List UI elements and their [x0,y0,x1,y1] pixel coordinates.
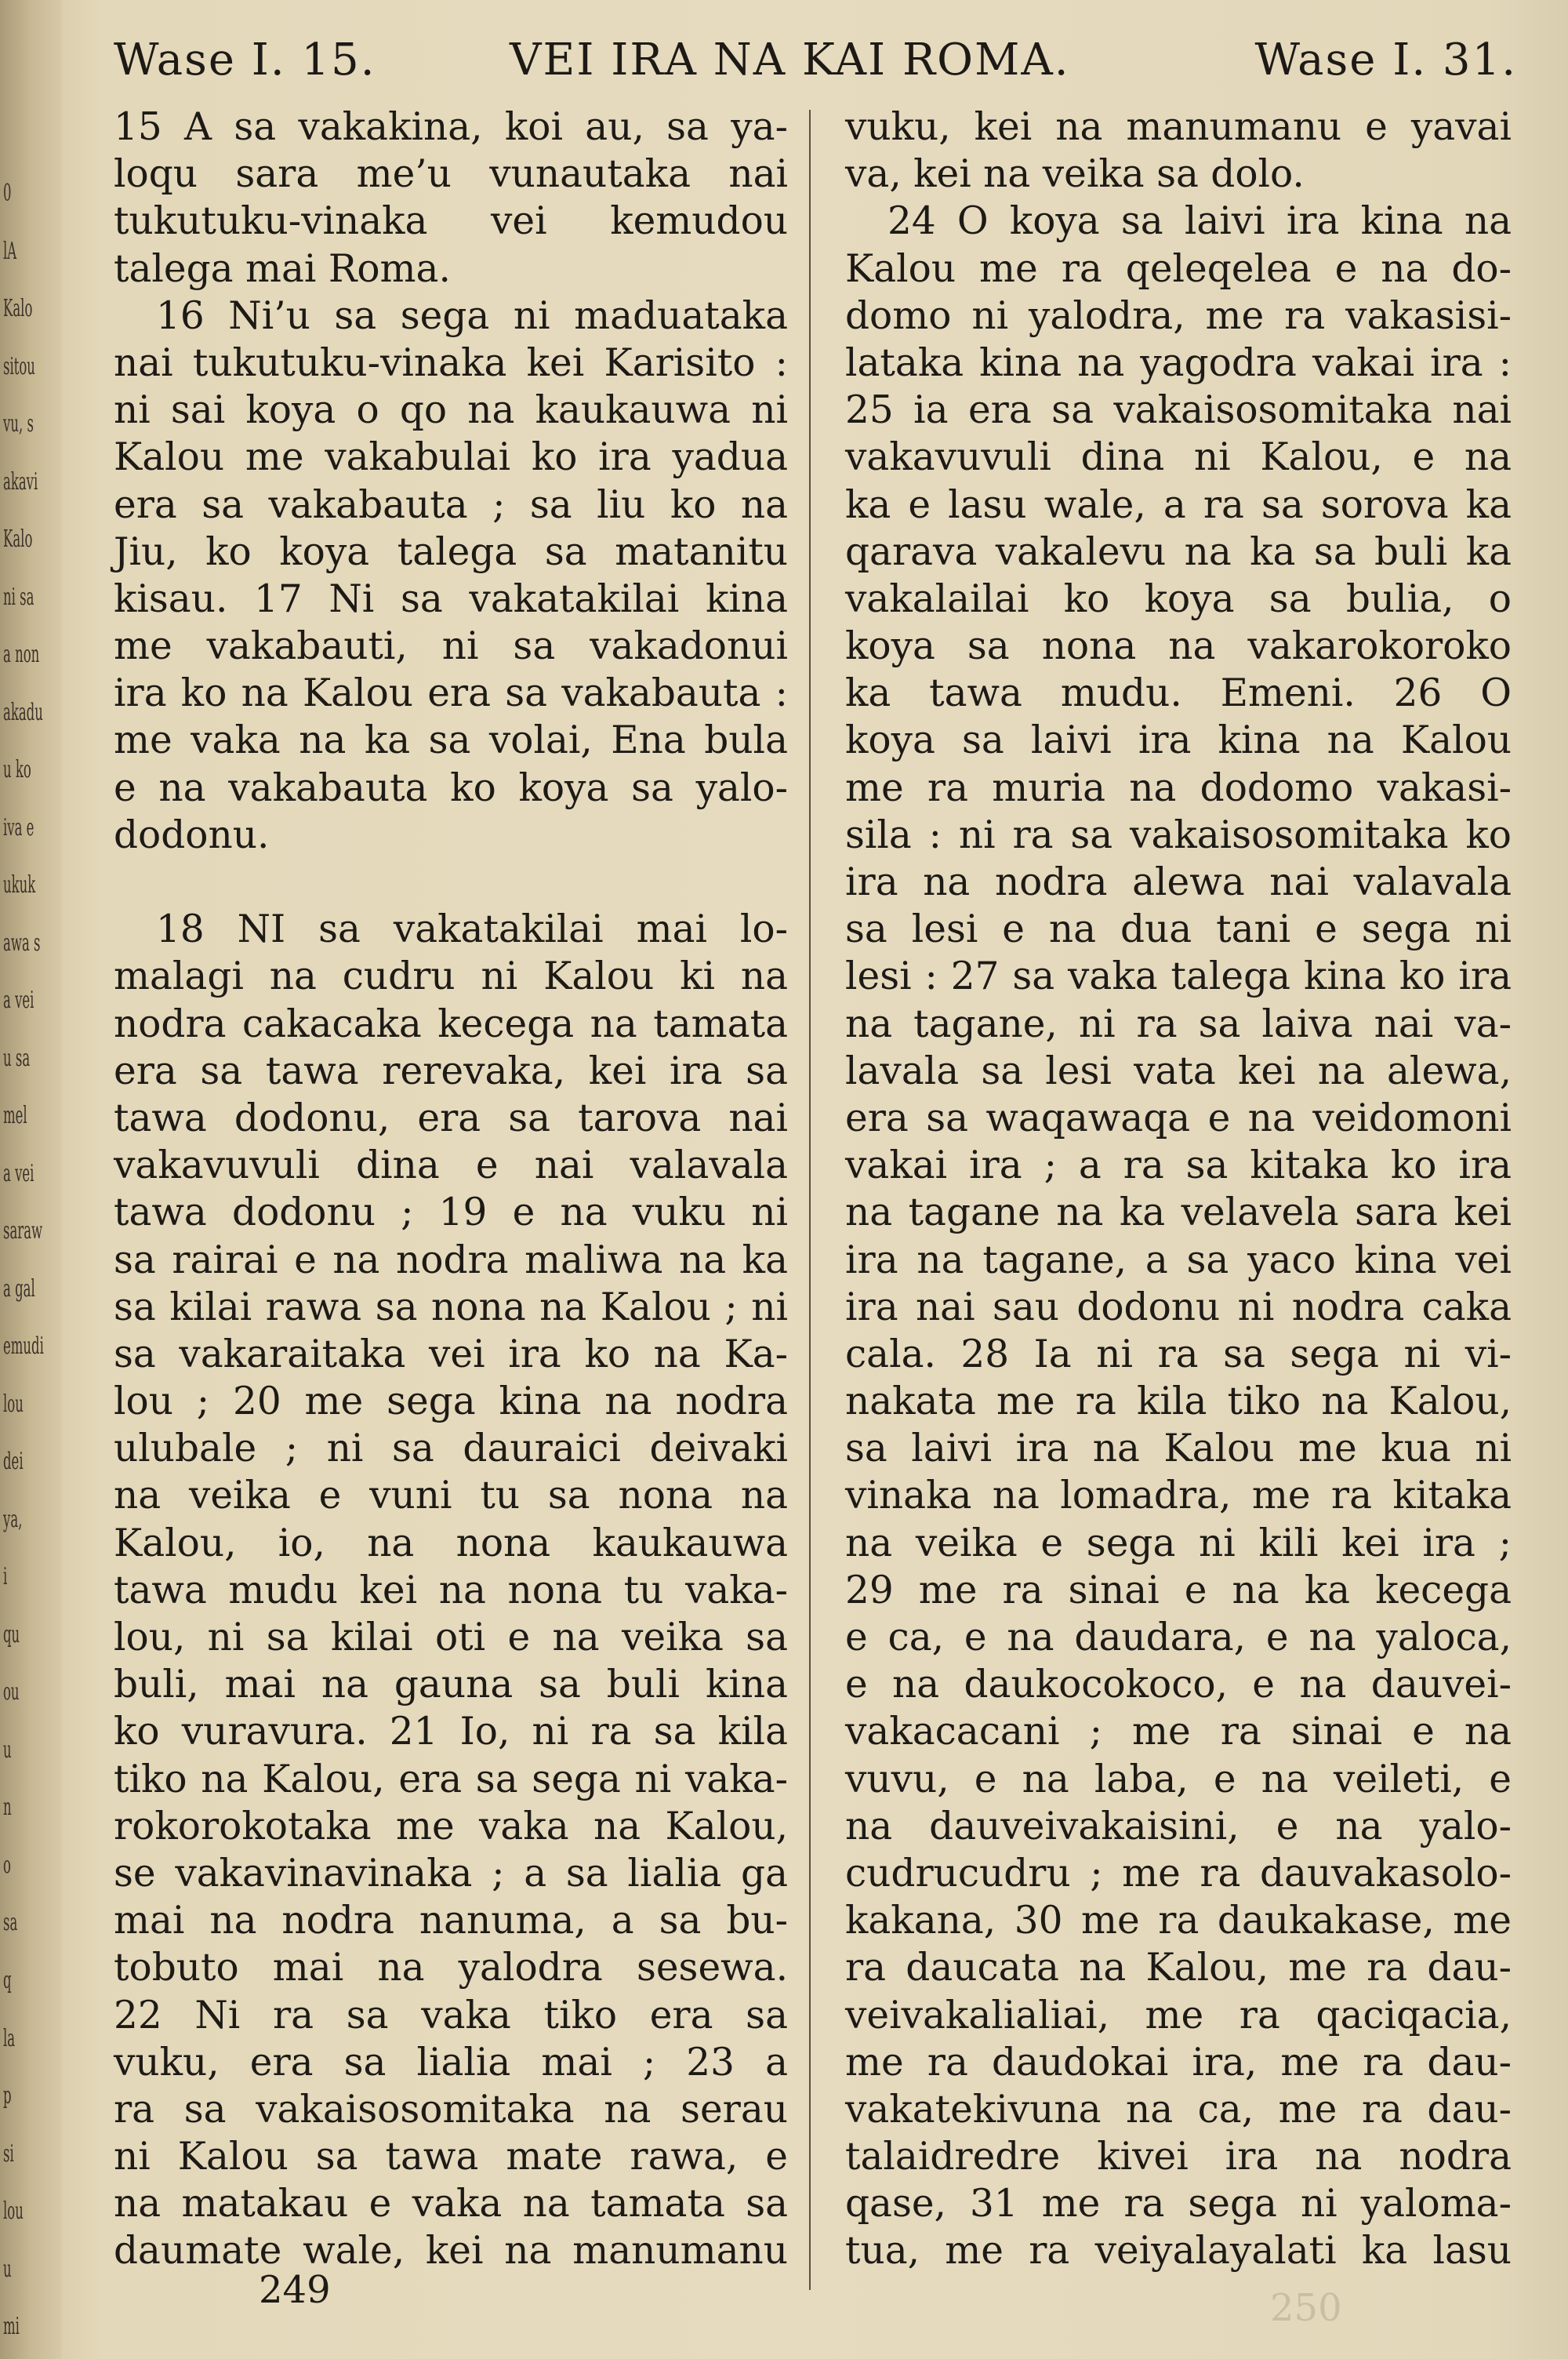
gutter-text-fragment: awa s [3,929,41,957]
text-line: vuku, era sa lialia mai ; 23 a [114,2040,788,2085]
gutter-text-fragment: u ko [3,756,31,783]
text-line: lataka kina na yagodra vakai ira : [845,340,1512,385]
text-line: vakatekivuna na ca, me ra dau- [845,2087,1512,2132]
text-line: ira ko na Kalou era sa vakabauta : [114,671,788,716]
text-line: na matakau e vaka na tamata sa [114,2182,788,2226]
gutter-text-fragment: saraw [3,1217,43,1245]
column-divider [809,110,811,2290]
text-line: koya sa laivi ira kina na Kalou [845,718,1512,763]
text-line: talaidredre kivei ira na nodra [845,2135,1512,2179]
text-line: Kalou, io, na nona kaukauwa [114,1521,788,1565]
text-line: 25 ia era sa vakaisosomitaka nai [845,388,1512,433]
text-line: tobuto mai na yalodra sesewa. [114,1946,788,1990]
gutter-text-fragment: lou [3,2197,24,2225]
text-line: talega mai Roma. [114,246,451,291]
gutter-text-fragment: vu, s [3,410,34,438]
text-line: buli, mai na gauna sa buli kina [114,1663,788,1707]
text-line: era sa vakabauta ; sa liu ko na [114,482,788,527]
text-line: sila : ni ra sa vakaisosomitaka ko [845,812,1512,857]
text-line: veivakalialiai, me ra qaciqacia, [845,1993,1512,2037]
gutter-text-fragment: sa [3,1909,18,1936]
text-line: 29 me ra sinai e na ka kecega [845,1568,1512,1612]
text-line: ira nai sau dodonu ni nodra caka [845,1285,1512,1329]
right-text-column [845,104,1512,2275]
running-head [114,33,1517,88]
running-head-left: Wase I. 15. [114,35,376,85]
text-line: era sa tawa rerevaka, kei ira sa [114,1049,788,1093]
text-line: era sa waqawaqa e na veidomoni [845,1096,1512,1140]
text-line: koya sa nona na vakarokoroko [845,624,1512,669]
gutter-text-fragment: si [3,2140,14,2168]
gutter-text-fragment: ya, [3,1506,23,1533]
gutter-text-fragment: u sa [3,1045,31,1072]
text-line: lou ; 20 me sega kina na nodra [114,1379,788,1424]
text-line: sa rairai e na nodra maliwa na ka [114,1238,788,1282]
bleed-through-page-number: 250 [1270,2286,1342,2330]
gutter-text-fragment: iva e [3,814,34,841]
gutter-text-fragment: a non [3,641,40,668]
text-line: sa kilai rawa sa nona na Kalou ; ni [114,1285,788,1329]
gutter-text-fragment: ni sa [3,583,34,611]
text-line: e na vakabauta ko koya sa yalo- [114,765,788,810]
text-line: 18 NI sa vakatakilai mai lo- [156,907,788,952]
gutter-text-fragment: mi [3,2313,20,2340]
text-line: 16 Ni’u sa sega ni maduataka [156,293,788,338]
gutter-text-fragment: ukuk [3,871,36,899]
text-line: dodonu. [114,812,270,857]
page-number: 249 [259,2268,331,2312]
text-line: lesi : 27 sa vaka talega kina ko ira [845,954,1512,999]
text-line: loqu sara me’u vunautaka nai [114,152,788,197]
text-line: malagi na cudru ni Kalou ki na [114,954,788,999]
text-line: kakana, 30 me ra daukakase, me [845,1899,1512,1943]
gutter-text-fragment: u [3,1736,12,1764]
text-line: tua, me ra veiyalayalati ka lasu [845,2229,1512,2274]
text-line: ko vuravura. 21 Io, ni ra sa kila [114,1710,788,1754]
text-line: me ra muria na dodomo vakasi- [845,765,1512,810]
running-head-right: Wase I. 31. [1254,35,1517,85]
text-line: ira na nodra alewa nai valavala [845,860,1512,904]
text-line: qarava vakalevu na ka sa buli ka [845,529,1512,574]
text-line: cala. 28 Ia ni ra sa sega ni vi- [845,1332,1512,1376]
gutter-text-fragment: dei [3,1448,24,1475]
text-line: Kalou me ra qeleqelea e na do- [845,246,1512,291]
text-line: domo ni yalodra, me ra vakasisi- [845,293,1512,338]
gutter-text-fragment: p [3,2082,12,2110]
text-line: sa laivi ira na Kalou me kua ni [845,1427,1512,1471]
text-line: vakavuvuli dina e nai valavala [114,1143,788,1188]
text-line: na tagane, ni ra sa laiva nai va- [845,1001,1512,1046]
text-line: vuku, kei na manumanu e yavai [845,105,1512,149]
text-line: kisau. 17 Ni sa vakatakilai kina [114,576,788,621]
text-line: nodra cakacaka kecega na tamata [114,1001,788,1046]
running-head-title: VEI IRA NA KAI ROMA. [510,35,1070,85]
text-line: tawa dodonu, era sa tarova nai [114,1096,788,1140]
text-line: me vaka na ka sa volai, Ena bula [114,718,788,763]
text-line: nakata me ra kila tiko na Kalou, [845,1379,1512,1424]
text-line: tawa dodonu ; 19 e na vuku ni [114,1190,788,1235]
text-line: tiko na Kalou, era sa sega ni vaka- [114,1757,788,1801]
facing-page-gutter [0,0,61,2359]
text-line: mai na nodra nanuma, a sa bu- [114,1899,788,1943]
text-line: vakacacani ; me ra sinai e na [845,1710,1512,1754]
text-line: e na daukocokoco, e na dauvei- [845,1663,1512,1707]
text-line: ka e lasu wale, a ra sa sorova ka [845,482,1512,527]
gutter-text-fragment: a vei [3,1160,34,1187]
text-line: tawa mudu kei na nona tu vaka- [114,1568,788,1612]
text-line: cudrucudru ; me ra dauvakasolo- [845,1851,1512,1896]
text-line: ra daucata na Kalou, me ra dau- [845,1946,1512,1990]
gutter-text-fragment: akadu [3,699,43,726]
gutter-text-fragment: akavi [3,468,38,496]
text-line: 15 A sa vakakina, koi au, sa ya- [114,105,788,149]
text-line: vakalailai ko koya sa bulia, o [845,576,1512,621]
text-line: vuvu, e na laba, e na veileti, e [845,1757,1512,1801]
text-line: ni Kalou sa tawa mate rawa, e [114,2135,788,2179]
text-line: na veika e vuni tu sa nona na [114,1474,788,1518]
text-line: na veika e sega ni kili kei ira ; [845,1521,1512,1565]
text-line: se vakavinavinaka ; a sa lialia ga [114,1851,788,1896]
text-line: qase, 31 me ra sega ni yaloma- [845,2182,1512,2226]
text-line: rokorokotaka me vaka na Kalou, [114,1804,788,1848]
text-line: me vakabauti, ni sa vakadonui [114,624,788,669]
gutter-text-fragment: mel [3,1102,27,1129]
gutter-text-fragment: emudi [3,1332,44,1360]
text-line: ira na tagane, a sa yaco kina vei [845,1238,1512,1282]
gutter-text-fragment: o [3,1852,11,1879]
text-line: vinaka na lomadra, me ra kitaka [845,1474,1512,1518]
text-line: tukutuku-vinaka vei kemudou [114,199,788,244]
text-line: e ca, e na daudara, e na yaloca, [845,1616,1512,1659]
text-line: ni sai koya o qo na kaukauwa ni [114,388,788,433]
text-line: sa vakaraitaka vei ira ko na Ka- [114,1332,788,1376]
text-line: 22 Ni ra sa vaka tiko era sa [114,1993,788,2037]
gutter-text-fragment: Kalo [3,525,33,553]
text-line: na dauveivakaisini, e na yalo- [845,1804,1512,1848]
gutter-text-fragment: la [3,2025,16,2052]
gutter-text-fragment: q [3,1967,12,1994]
left-text-column [114,104,788,2275]
text-line [114,859,788,906]
gutter-text-fragment: 0 [3,180,12,207]
gutter-text-fragment: a gal [3,1275,35,1303]
text-line: Kalou me vakabulai ko ira yadua [114,435,788,480]
text-line: Jiu, ko koya talega sa matanitu [114,529,788,574]
text-line: va, kei na veika sa dolo. [845,152,1305,197]
text-line: lavala sa lesi vata kei na alewa, [845,1049,1512,1093]
text-line: me ra daudokai ira, me ra dau- [845,2040,1512,2085]
text-line: nai tukutuku-vinaka kei Karisito : [114,340,788,385]
text-line: ulubale ; ni sa dauraici deivaki [114,1427,788,1471]
text-line: lou, ni sa kilai oti e na veika sa [114,1616,788,1659]
text-line: vakai ira ; a ra sa kitaka ko ira [845,1143,1512,1188]
gutter-text-fragment: lA [3,238,17,265]
text-line: na tagane na ka velavela sara kei [845,1190,1512,1235]
gutter-text-fragment: a vei [3,987,34,1014]
gutter-text-fragment: sitou [3,353,35,380]
text-line: daumate wale, kei na manumanu [114,2229,788,2274]
gutter-text-fragment: Kalo [3,295,33,322]
text-line: ka tawa mudu. Emeni. 26 O [845,671,1512,716]
text-line: vakavuvuli dina ni Kalou, e na [845,435,1512,480]
gutter-text-fragment: u [3,2255,12,2283]
gutter-text-fragment: qu [3,1621,20,1648]
text-line: sa lesi e na dua tani e sega ni [845,907,1512,952]
gutter-text-fragment: ou [3,1678,20,1706]
gutter-text-fragment: lou [3,1390,24,1418]
gutter-text-fragment: i [3,1563,8,1590]
text-line: ra sa vakaisosomitaka na serau [114,2087,788,2132]
text-line: 24 O koya sa laivi ira kina na [887,199,1512,244]
gutter-text-fragment: n [3,1794,12,1821]
